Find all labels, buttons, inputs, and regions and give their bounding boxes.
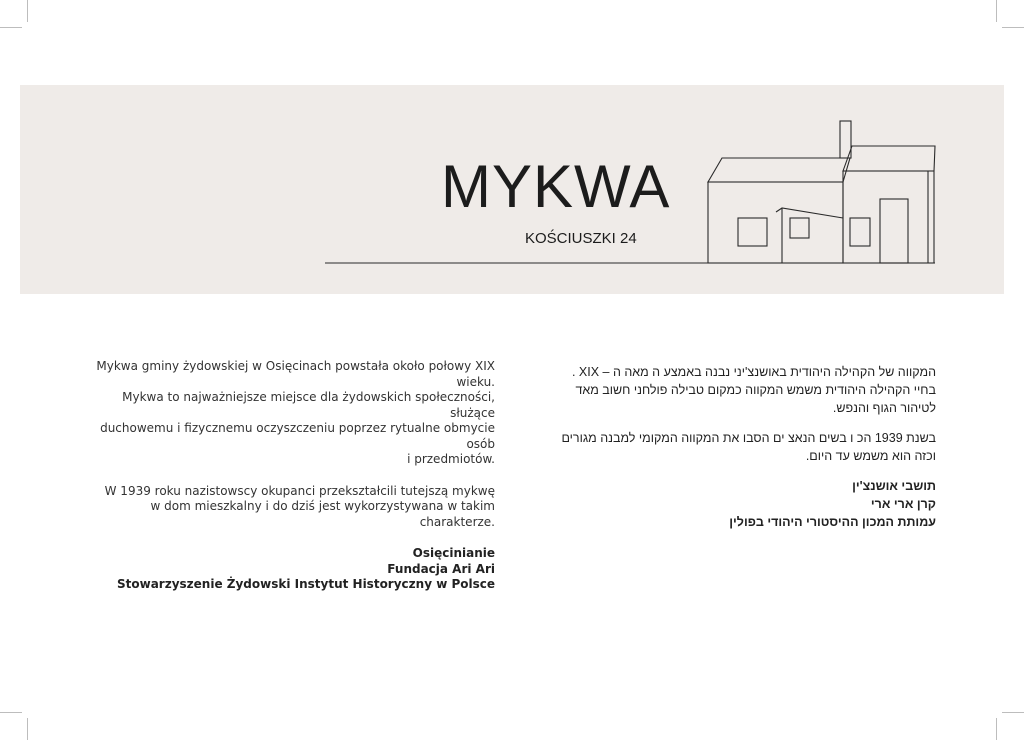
polish-paragraph-history [90,359,495,468]
crop-mark [27,718,28,740]
text-line: בחיי הקהילה היהודית משמש המקווה כמקום טבילה פולחני חשוב מאד [575,383,936,397]
crop-mark [1002,712,1024,713]
page-title: MYKWA [441,153,671,220]
signature-line: עמותת המכון ההיסטורי היהודי בפולין [729,515,936,529]
signature-line: Fundacja Ari Ari [387,561,495,576]
text-line: i przedmiotów. [407,452,495,466]
signature-line: קרן ארי ארי [870,497,936,511]
signature-line: Stowarzyszenie Żydowski Instytut Historyczny w Polsce [117,577,495,591]
signature-line: Osięcinianie [412,546,495,560]
text-line: w dom mieszkalny i do dziś jest wykorzystywana w takim charakterze. [150,499,495,529]
text-line: לטיהור הגוף והנפש. [832,401,936,415]
polish-paragraph-1939 [90,484,495,531]
hebrew-paragraph-history [540,363,936,417]
crop-mark [996,718,997,740]
text-line: Mykwa to najważniejsze miejsce dla żydowskich społeczności, służące [122,390,495,420]
hebrew-text-block [540,363,936,543]
hebrew-paragraph-1939 [540,429,936,465]
text-line: duchowemu i fizycznemu oczyszczeniu poprzez rytualne obmycie osób [100,421,495,451]
text-line: בשנת 1939 הכ ו בשים הנאצ ים הסבו את המקווה המקומי למבנה מגורים [561,431,936,445]
address-label: KOŚCIUSZKI 24 [525,230,637,247]
hebrew-signatures [540,477,936,531]
house-illustration [0,0,1024,300]
text-line: המקווה של הקהילה היהודית באושנצ'יני נבנה באמצע ה מאה ה – XIX . [571,365,936,379]
crop-mark [0,712,22,713]
signature-line: תושבי אושנצ'ין [852,479,936,493]
polish-text-block [90,359,495,609]
text-line: Mykwa gminy żydowskiej w Osięcinach powstała około połowy XIX wieku. [96,359,495,389]
polish-signatures [90,546,495,593]
text-line: וכזה הוא משמש עד היום. [805,449,936,463]
text-line: W 1939 roku nazistowscy okupanci przekształcili tutejszą mykwę [104,483,495,498]
